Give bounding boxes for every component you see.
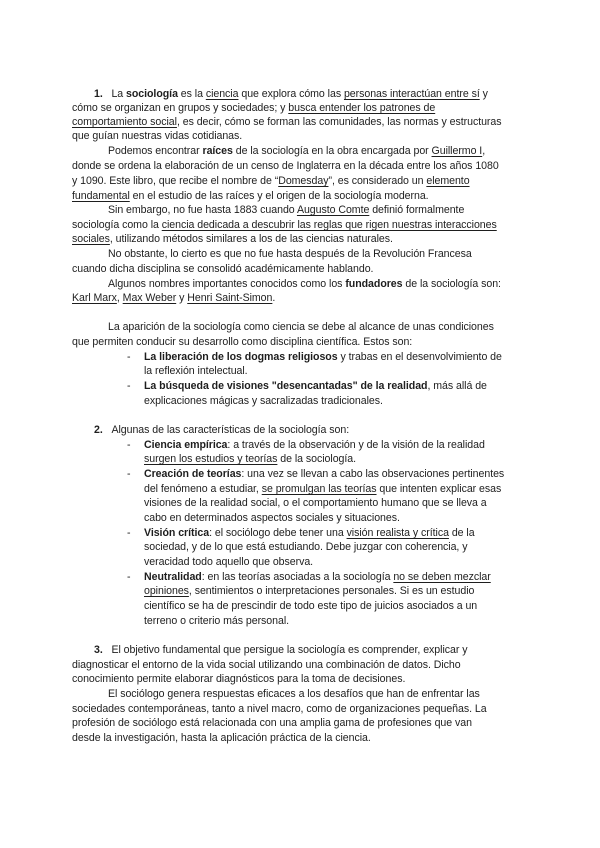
char-4-line-2: opiniones, sentimientos o interpretaciones personales. Si es un estudio <box>144 585 475 597</box>
section-1-p6-line-1: La aparición de la sociología como ciencia se debe al alcance de unas condiciones <box>108 321 494 333</box>
char-1-line-2: surgen los estudios y teorías de la sociología. <box>144 453 357 465</box>
link-henri-saint-simon[interactable]: Henri Saint-Simon <box>187 292 273 304</box>
link-sociales[interactable]: sociales <box>72 233 110 245</box>
bullet-1-line-1: La liberación de los dogmas religiosos y trabas en el desenvolvimiento de <box>144 351 502 363</box>
char-4-line-1: Neutralidad: en las teorías asociadas a la sociología no se deben mezclar <box>144 571 491 583</box>
section-1-p2-line-4: fundamental en el estudio de las raíces y el origen de la sociología moderna. <box>72 190 429 202</box>
char-2-line-4: cabo en determinados aspectos sociales y situaciones. <box>144 512 400 524</box>
section-3-line-1: 3. El objetivo fundamental que persigue la sociología es comprender, explicar y <box>94 644 468 656</box>
bullet-dash: - <box>127 468 131 480</box>
section-1-p5-line-2: Karl Marx, Max Weber y Henri Saint-Simon. <box>72 292 276 304</box>
char-2-line-3: visiones de la realidad social, o el comportamiento humano que se lleva a <box>144 497 487 509</box>
link-domesday[interactable]: Domesday <box>278 175 329 187</box>
section-3-line-4: El sociólogo genera respuestas eficaces a los desafíos que han de enfrentar las <box>108 688 480 700</box>
char-4-line-4: terreno o criterio más personal. <box>144 615 290 627</box>
section-1-p3-line-1: Sin embargo, no fue hasta 1883 cuando Augusto Comte definió formalmente <box>108 204 465 216</box>
char-1-line-1: Ciencia empírica: a través de la observación y de la visión de la realidad <box>144 439 485 451</box>
link-karl-marx[interactable]: Karl Marx <box>72 292 117 304</box>
section-3-line-3: conocimiento permite elaborar diagnósticos para la toma de decisiones. <box>72 673 406 685</box>
section-1-p5-line-1: Algunos nombres importantes conocidos como los fundadores de la sociología son: <box>108 278 501 290</box>
section-1-p2-line-1: Podemos encontrar raíces de la sociología en la obra encargada por Guillermo I, <box>108 145 486 157</box>
link-personas-interactuan[interactable]: personas interactúan entre sí <box>343 88 480 100</box>
char-3-line-1: Visión crítica: el sociólogo debe tener una visión realista y crítica de la <box>144 527 475 539</box>
section-3-number: 3. <box>94 644 103 656</box>
bullet-2-line-1: La búsqueda de visiones "desencantadas" de la realidad, más allá de <box>144 380 487 392</box>
section-1-p3-line-2: sociología como la ciencia dedicada a descubrir las reglas que rigen nuestras interacciones <box>72 219 497 231</box>
link-vision-realista[interactable]: visión realista y crítica <box>346 527 449 539</box>
section-1-p2-line-2: donde se ordena la elaboración de un censo de Inglaterra en la década entre los años 1080 <box>72 160 499 172</box>
link-elemento[interactable]: elemento <box>426 175 470 187</box>
char-2-line-1: Creación de teorías: una vez se llevan a cabo las observaciones pertinentes <box>144 468 505 480</box>
section-1-number: 1. <box>94 88 103 100</box>
section-1-p4-line-2: cuando dicha disciplina se consolidó académicamente hablando. <box>72 263 374 275</box>
link-no-se-deben[interactable]: no se deben mezclar <box>393 571 491 583</box>
section-2-intro: 2. Algunas de las características de la sociología son: <box>94 424 350 436</box>
char-3-line-3: veracidad todo aquello que observa. <box>144 556 314 568</box>
term-sociologia: sociología <box>126 88 178 100</box>
section-1-line-1: 1. La sociología es la ciencia que explora cómo las personas interactúan entre sí y <box>94 88 488 100</box>
link-comportamiento-social[interactable]: comportamiento social <box>72 116 177 128</box>
section-1-p2-line-3: y 1090. Este libro, que recibe el nombre de “Domesday”, es considerado un elemento <box>72 175 470 187</box>
bullet-2-line-2: explicaciones mágicas y sacralizadas tradicionales. <box>144 395 383 407</box>
section-2-number: 2. <box>94 424 103 436</box>
bullet-dash: - <box>127 439 131 451</box>
link-se-promulgan[interactable]: se promulgan las teorías <box>261 483 377 495</box>
link-max-weber[interactable]: Max Weber <box>122 292 177 304</box>
link-fundamental[interactable]: fundamental <box>72 190 130 202</box>
bullet-dash: - <box>127 351 131 363</box>
link-guillermo-i[interactable]: Guillermo I <box>431 145 483 157</box>
section-1-line-4: que guían nuestras vidas cotidianas. <box>72 130 243 142</box>
bullet-1-line-2: la reflexión intelectual. <box>144 365 248 377</box>
link-opiniones[interactable]: opiniones <box>144 585 189 597</box>
section-1-line-3: comportamiento social, es decir, cómo se forman las comunidades, las normas y estructuras <box>72 116 502 128</box>
section-1-p4-line-1: No obstante, lo cierto es que no fue hasta después de la Revolución Francesa <box>108 248 472 260</box>
section-1-p6-line-2: que permiten conducir su desarrollo como disciplina científica. Estos son: <box>72 336 413 348</box>
section-1-line-2: cómo se organizan en grupos y sociedades; y busca entender los patrones de <box>72 102 436 114</box>
section-3-line-7: desde la investigación, hasta la aplicación práctica de la ciencia. <box>72 732 371 744</box>
section-3-line-5: sociedades contemporáneas, tanto a nivel macro, como de organizaciones pequeñas. La <box>72 703 487 715</box>
section-3-line-2: diagnosticar el entorno de la vida social utilizando una combinación de datos. Dicho <box>72 659 461 671</box>
bullet-dash: - <box>127 380 131 392</box>
link-ciencia-dedicada[interactable]: ciencia dedicada a descubrir las reglas que rigen nuestras interacciones <box>161 219 497 231</box>
link-ciencia[interactable]: ciencia <box>205 88 239 100</box>
char-2-line-2: del fenómeno a estudiar, se promulgan las teorías que intenten explicar esas <box>144 483 502 495</box>
link-augusto-comte[interactable]: Augusto Comte <box>296 204 370 216</box>
section-1-p3-line-3: sociales, utilizando métodos similares a los de las ciencias naturales. <box>72 233 393 245</box>
bullet-dash: - <box>127 527 131 539</box>
char-3-line-2: sociedad, y de lo que está estudiando. Debe juzgar con coherencia, y <box>144 541 468 553</box>
link-surgen-estudios[interactable]: surgen los estudios y teorías <box>144 453 278 465</box>
link-busca-entender[interactable]: busca entender los patrones de <box>288 102 436 114</box>
bullet-dash: - <box>127 571 131 583</box>
section-3-line-6: profesión de sociólogo está relacionada con una amplia gama de profesiones que van <box>72 717 472 729</box>
char-4-line-3: científico se ha de prescindir de todo este tipo de juicios asociados a un <box>144 600 478 612</box>
